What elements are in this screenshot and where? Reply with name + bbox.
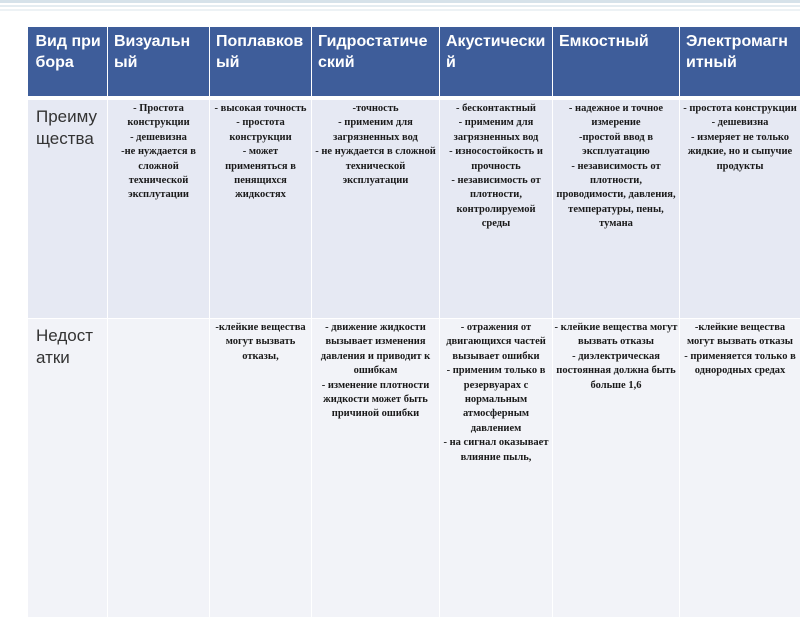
cell-line: - применим для загрязненных вод	[441, 116, 551, 145]
disadvantages-acoustic-content	[441, 321, 551, 465]
advantages-visual-content	[109, 102, 208, 203]
disadvantages-float-content	[211, 321, 310, 364]
cell-line: -простой ввод в эксплуатацию	[554, 131, 678, 160]
cell-line: - дешевизна	[681, 116, 799, 130]
cell-line: - движение жидкости вызывает изменения давления и приводит к ошибкам	[313, 321, 438, 379]
disadvantages-acoustic-cell	[440, 319, 553, 618]
advantages-visual-cell	[108, 98, 210, 319]
cell-line: -не нуждается в сложной технической эксплутации	[109, 145, 208, 203]
advantages-hydrostatic-cell	[312, 98, 440, 319]
advantages-electromagnetic-cell	[680, 98, 800, 319]
advantages-label: Преимущества	[28, 98, 108, 319]
cell-line: - бесконтактный	[441, 102, 551, 116]
cell-line: - отражения от двигающихся частей вызывает ошибки	[441, 321, 551, 364]
cell-line: - диэлектрическая постоянная должна быть больше 1,6	[554, 350, 678, 393]
disadvantages-capacitive-cell	[553, 319, 680, 618]
cell-line: - дешевизна	[109, 131, 208, 145]
header-float: Поплавковый	[210, 27, 312, 98]
advantages-capacitive-content	[554, 102, 678, 232]
cell-line: - износостойкость и прочность	[441, 145, 551, 174]
advantages-row	[28, 98, 800, 319]
comparison-table	[27, 27, 800, 618]
disadvantages-visual-cell	[108, 319, 210, 618]
cell-line: - измеряет не только жидкие, но и сыпучие продукты	[681, 131, 799, 174]
disadvantages-float-cell	[210, 319, 312, 618]
cell-line: -точность	[313, 102, 438, 116]
cell-line: - применим только в резервуарах с нормальным атмосферным давлением	[441, 364, 551, 436]
advantages-electromagnetic-content	[681, 102, 799, 174]
cell-line: - применим для загрязненных вод	[313, 116, 438, 145]
cell-line: - простота конструкции	[681, 102, 799, 116]
header-row	[28, 27, 800, 98]
cell-line: - Простота конструкции	[109, 102, 208, 131]
cell-line: - не нуждается в сложной технической эксплуатации	[313, 145, 438, 188]
cell-line: - клейкие вещества могут вызвать отказы	[554, 321, 678, 350]
advantages-capacitive-cell	[553, 98, 680, 319]
cell-line: -клейкие вещества могут вызвать отказы,	[211, 321, 310, 364]
advantages-hydrostatic-content	[313, 102, 438, 188]
disadvantages-electromagnetic-cell	[680, 319, 800, 618]
cell-line: - надежное и точное измерение	[554, 102, 678, 131]
header-hydrostatic: Гидростатический	[312, 27, 440, 98]
top-decoration	[0, 0, 800, 14]
advantages-float-content	[211, 102, 310, 203]
header-device-type: Вид прибора	[28, 27, 108, 98]
disadvantages-label: Недостатки	[28, 319, 108, 618]
disadvantages-row	[28, 319, 800, 618]
cell-line: - высокая точность	[211, 102, 310, 116]
disadvantages-hydrostatic-content	[313, 321, 438, 422]
disadvantages-hydrostatic-cell	[312, 319, 440, 618]
advantages-acoustic-content	[441, 102, 551, 232]
cell-line: - изменение плотности жидкости может быть причиной ошибки	[313, 379, 438, 422]
cell-line: - может применяться в пенящихся жидкостях	[211, 145, 310, 203]
cell-line: - применяется только в однородных средах	[681, 350, 799, 379]
header-electromagnetic: Электромагнитный	[680, 27, 800, 98]
cell-line: - независимость от плотности, контролируемой среды	[441, 174, 551, 232]
cell-line: - независимость от плотности, проводимости, давления, температуры, пены, тумана	[554, 160, 678, 232]
advantages-acoustic-cell	[440, 98, 553, 319]
disadvantages-electromagnetic-content	[681, 321, 799, 379]
disadvantages-capacitive-content	[554, 321, 678, 393]
cell-line: - на сигнал оказывает влияние пыль,	[441, 436, 551, 465]
cell-line: - простота конструкции	[211, 116, 310, 145]
advantages-float-cell	[210, 98, 312, 319]
header-visual: Визуальный	[108, 27, 210, 98]
header-acoustic: Акустический	[440, 27, 553, 98]
header-capacitive: Емкостный	[553, 27, 680, 98]
cell-line: -клейкие вещества могут вызвать отказы	[681, 321, 799, 350]
